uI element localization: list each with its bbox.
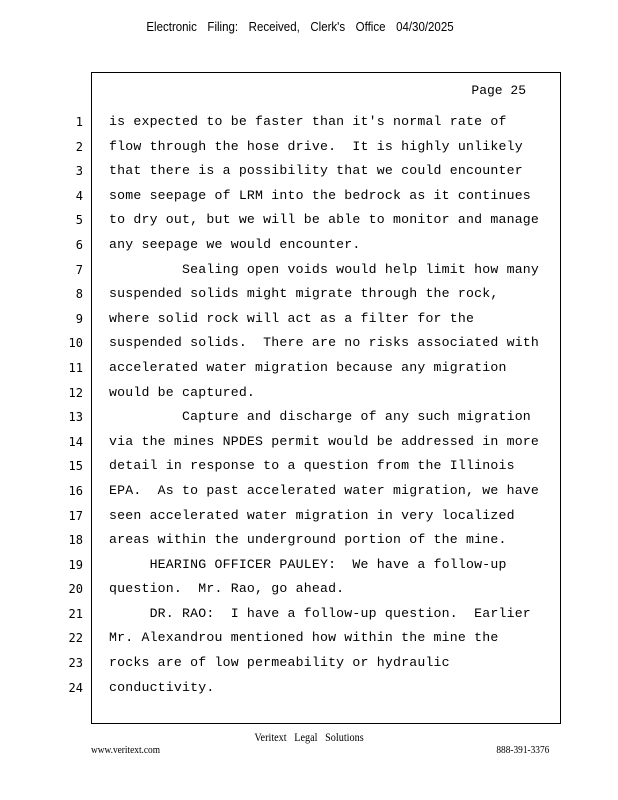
transcript-line: Sealing open voids would help limit how many bbox=[109, 261, 540, 277]
vendor-name: Veritext Legal Solutions bbox=[254, 730, 364, 744]
line-number: 7 bbox=[75, 262, 83, 277]
line-number: 6 bbox=[75, 237, 83, 252]
line-number: 20 bbox=[68, 582, 83, 597]
line-number: 19 bbox=[68, 557, 83, 572]
transcript-page-frame bbox=[91, 72, 561, 724]
transcript-text bbox=[109, 112, 539, 702]
line-number: 5 bbox=[75, 213, 83, 228]
line-number: 13 bbox=[68, 410, 83, 425]
transcript-line: question. Mr. Rao, go ahead. bbox=[109, 581, 345, 597]
transcript-line: conductivity. bbox=[109, 679, 215, 695]
vendor-website: www.veritext.com bbox=[91, 744, 160, 756]
line-number: 16 bbox=[68, 483, 83, 498]
line-number: 23 bbox=[68, 656, 83, 671]
transcript-line: Mr. Alexandrou mentioned how within the mine the bbox=[109, 630, 499, 646]
line-number: 4 bbox=[75, 188, 83, 203]
line-number: 2 bbox=[75, 139, 83, 154]
transcript-line: Capture and discharge of any such migration bbox=[109, 409, 531, 425]
line-number: 3 bbox=[75, 164, 83, 179]
transcript-line: EPA. As to past accelerated water migration, we have bbox=[109, 482, 540, 498]
page-number: Page 25 bbox=[471, 83, 526, 98]
transcript-line: that there is a possibility that we could encounter bbox=[109, 163, 523, 179]
transcript-line: some seepage of LRM into the bedrock as it continues bbox=[109, 187, 531, 203]
transcript-line: DR. RAO: I have a follow-up question. Earlier bbox=[109, 605, 531, 621]
line-number: 9 bbox=[75, 311, 83, 326]
line-number-column bbox=[55, 112, 83, 702]
transcript-line: any seepage we would encounter. bbox=[109, 236, 361, 252]
transcript-line: suspended solids might migrate through the rock, bbox=[109, 286, 499, 302]
transcript-line: via the mines NPDES permit would be addressed in more bbox=[109, 433, 540, 449]
line-number: 14 bbox=[68, 434, 83, 449]
transcript-line: rocks are of low permeability or hydraulic bbox=[109, 655, 450, 671]
filing-header: Electronic Filing: Received, Clerk's Office 04/30/2025 bbox=[146, 20, 454, 34]
line-number: 24 bbox=[68, 680, 83, 695]
line-number: 22 bbox=[68, 631, 83, 646]
transcript-line: HEARING OFFICER PAULEY: We have a follow-up bbox=[109, 556, 507, 572]
transcript-line: detail in response to a question from the Illinois bbox=[109, 458, 515, 474]
transcript-line: suspended solids. There are no risks associated with bbox=[109, 335, 540, 351]
transcript-line: is expected to be faster than it's normal rate of bbox=[109, 114, 507, 129]
line-number: 17 bbox=[68, 508, 83, 523]
line-number: 8 bbox=[75, 287, 83, 302]
transcript-line: flow through the hose drive. It is highly unlikely bbox=[109, 138, 523, 154]
transcript-line: to dry out, but we will be able to monitor and manage bbox=[109, 212, 540, 228]
transcript-line: would be captured. bbox=[109, 384, 256, 400]
line-number: 15 bbox=[68, 459, 83, 474]
line-number: 11 bbox=[68, 360, 83, 375]
transcript-line: areas within the underground portion of the mine. bbox=[109, 532, 507, 548]
line-number: 21 bbox=[68, 606, 83, 621]
line-number: 18 bbox=[68, 533, 83, 548]
vendor-phone: 888-391-3376 bbox=[496, 744, 549, 756]
transcript-line: accelerated water migration because any migration bbox=[109, 359, 507, 375]
transcript-line: where solid rock will act as a filter for the bbox=[109, 310, 475, 326]
line-number: 10 bbox=[68, 336, 83, 351]
line-number: 1 bbox=[75, 115, 83, 129]
line-number: 12 bbox=[68, 385, 83, 400]
transcript-line: seen accelerated water migration in very localized bbox=[109, 507, 515, 523]
